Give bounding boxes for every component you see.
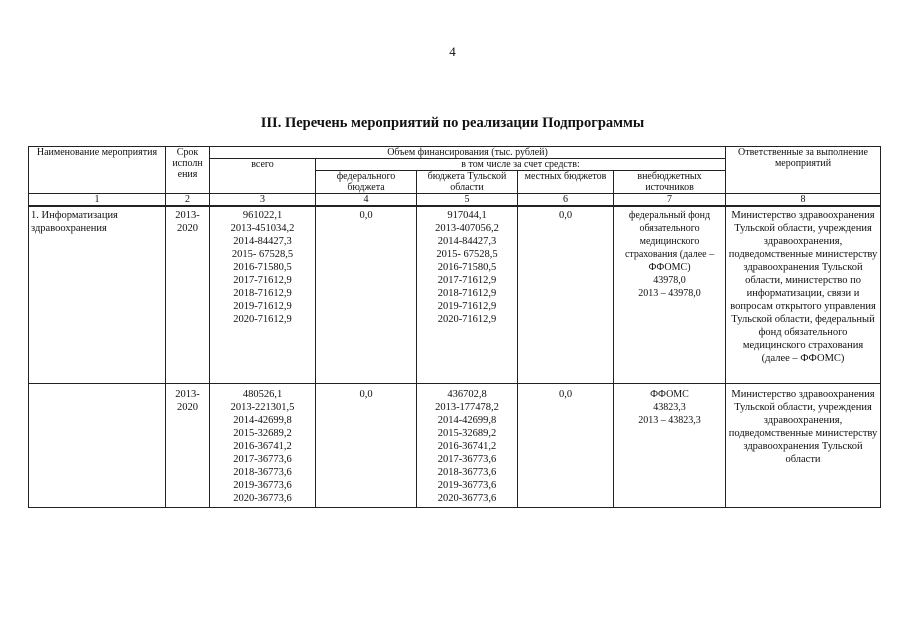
column-number: 8 — [726, 194, 881, 207]
table-row — [29, 384, 881, 508]
header-term: Срок исполн ения — [166, 147, 210, 194]
header-responsible: Ответственные за выполнение мероприятий — [726, 147, 881, 194]
activity-name: 1. Информатизация здравоохранения — [29, 206, 166, 384]
header-including: в том числе за счет средств: — [316, 159, 726, 171]
activity-name — [29, 384, 166, 508]
responsible-parties: Министерство здравоохранения Тульской области, учреждения здравоохранения, подведомственные министерству здравоохранения Тульской области, министерство по информатизации, связи и вопросам открытого управления Тульской области, федеральный фонд обязательного медицинского страхования (далее – ФФОМС) — [726, 206, 881, 384]
responsible-parties: Министерство здравоохранения Тульской области, учреждения здравоохранения, подведомственные министерству здравоохранения Тульской области — [726, 384, 881, 508]
column-number-row — [29, 194, 881, 207]
local-funding: 0,0 — [518, 384, 614, 508]
section-title: III. Перечень мероприятий по реализации Подпрограммы — [260, 115, 645, 131]
regional-funding: 917044,1 2013-407056,2 2014-84427,3 2015- 67528,5 2016-71580,5 2017-71612,9 2018-71612,9 2019-71612,9 2020-71612,9 — [417, 206, 518, 384]
header-total: всего — [210, 159, 316, 194]
activity-term: 2013- 2020 — [166, 384, 210, 508]
activity-term: 2013- 2020 — [166, 206, 210, 384]
column-number: 6 — [518, 194, 614, 207]
total-funding: 480526,1 2013-221301,5 2014-42699,8 2015-32689,2 2016-36741,2 2017-36773,6 2018-36773,6 2019-36773,6 2020-36773,6 — [210, 384, 316, 508]
header-extrabudget: внебюджетных источников — [614, 171, 726, 194]
header-volume: Объем финансирования (тыс. рублей) — [210, 147, 726, 159]
federal-funding: 0,0 — [316, 384, 417, 508]
total-funding: 961022,1 2013-451034,2 2014-84427,3 2015- 67528,5 2016-71580,5 2017-71612,9 2018-71612,9 2019-71612,9 2020-71612,9 — [210, 206, 316, 384]
activities-table — [28, 146, 881, 508]
page-number: 4 — [449, 44, 456, 59]
header-name: Наименование мероприятия — [29, 147, 166, 194]
header-federal: федерального бюджета — [316, 171, 417, 194]
header-regional: бюджета Тульской области — [417, 171, 518, 194]
local-funding: 0,0 — [518, 206, 614, 384]
extrabudget-funding: федеральный фонд обязательного медицинского страхования (далее – ФФОМС) 43978,0 2013 – 43978,0 — [614, 206, 726, 384]
regional-funding: 436702,8 2013-177478,2 2014-42699,8 2015-32689,2 2016-36741,2 2017-36773,6 2018-36773,6 2019-36773,6 2020-36773,6 — [417, 384, 518, 508]
column-number: 2 — [166, 194, 210, 207]
column-number: 3 — [210, 194, 316, 207]
federal-funding: 0,0 — [316, 206, 417, 384]
extrabudget-funding: ФФОМС 43823,3 2013 – 43823,3 — [614, 384, 726, 508]
column-number: 1 — [29, 194, 166, 207]
column-number: 7 — [614, 194, 726, 207]
table-row — [29, 206, 881, 384]
header-local: местных бюджетов — [518, 171, 614, 194]
column-number: 5 — [417, 194, 518, 207]
column-number: 4 — [316, 194, 417, 207]
